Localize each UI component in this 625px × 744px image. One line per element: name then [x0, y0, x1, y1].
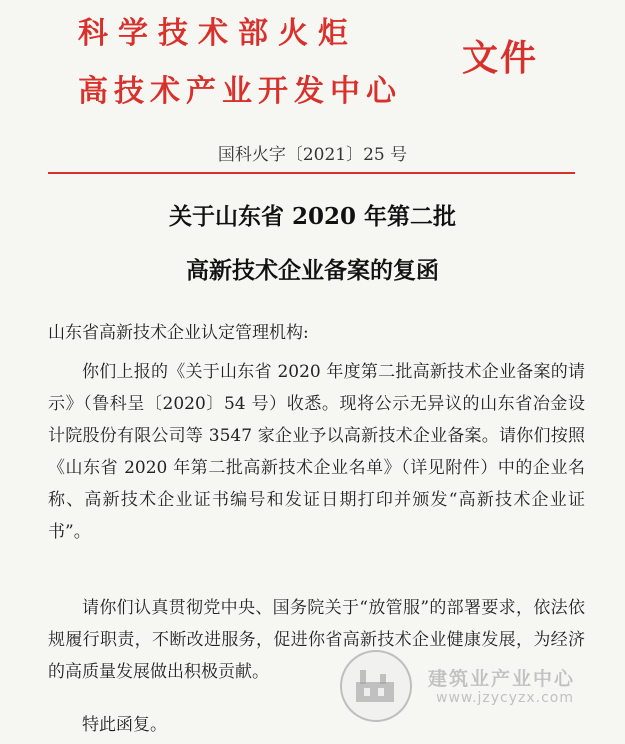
watermark-url: www.jzycyzx.com — [436, 690, 575, 706]
title-line-2: 高新技术企业备案的复函 — [186, 257, 439, 284]
issuer-line-2: 高技术产业开发中心 — [78, 74, 402, 109]
addressee: 山东省高新技术企业认定管理机构: — [48, 323, 309, 343]
closing-text: 特此函复。 — [82, 715, 167, 735]
document-number: 国科火字〔2021〕25 号 — [217, 145, 408, 165]
issuer-line-1: 科学技术部火炬 — [78, 16, 358, 51]
watermark-brand: 建筑业产业中心 — [428, 668, 576, 690]
body-paragraph-1: 你们上报的《关于山东省 2020 年度第二批高新技术企业备案的请示》（鲁科呈〔2020〕54 号）收悉。现将公示无异议的山东省冶金设计院股份有限公司等 3547 家企业予以高新技术企业备案。请你们按照《山东省 2020 年第二批高新技术企业名单》（详见附件）中的企业名称、高新技术企业证书编号和发证日期打印并颁发“高新技术企业证书”。 — [48, 362, 585, 542]
watermark-seal — [340, 650, 412, 722]
red-divider — [48, 172, 575, 174]
watermark — [340, 650, 590, 720]
factory-icon — [352, 664, 398, 706]
document-type: 文件 — [462, 37, 539, 79]
title-line-1: 关于山东省 2020 年第二批 — [168, 203, 457, 230]
body-paragraph-2: 请你们认真贯彻党中央、国务院关于“放管服”的部署要求，依法依规履行职责，不断改进服务，促进你省高新技术企业健康发展，为经济的高质量发展做出积极贡献。 — [48, 598, 585, 682]
